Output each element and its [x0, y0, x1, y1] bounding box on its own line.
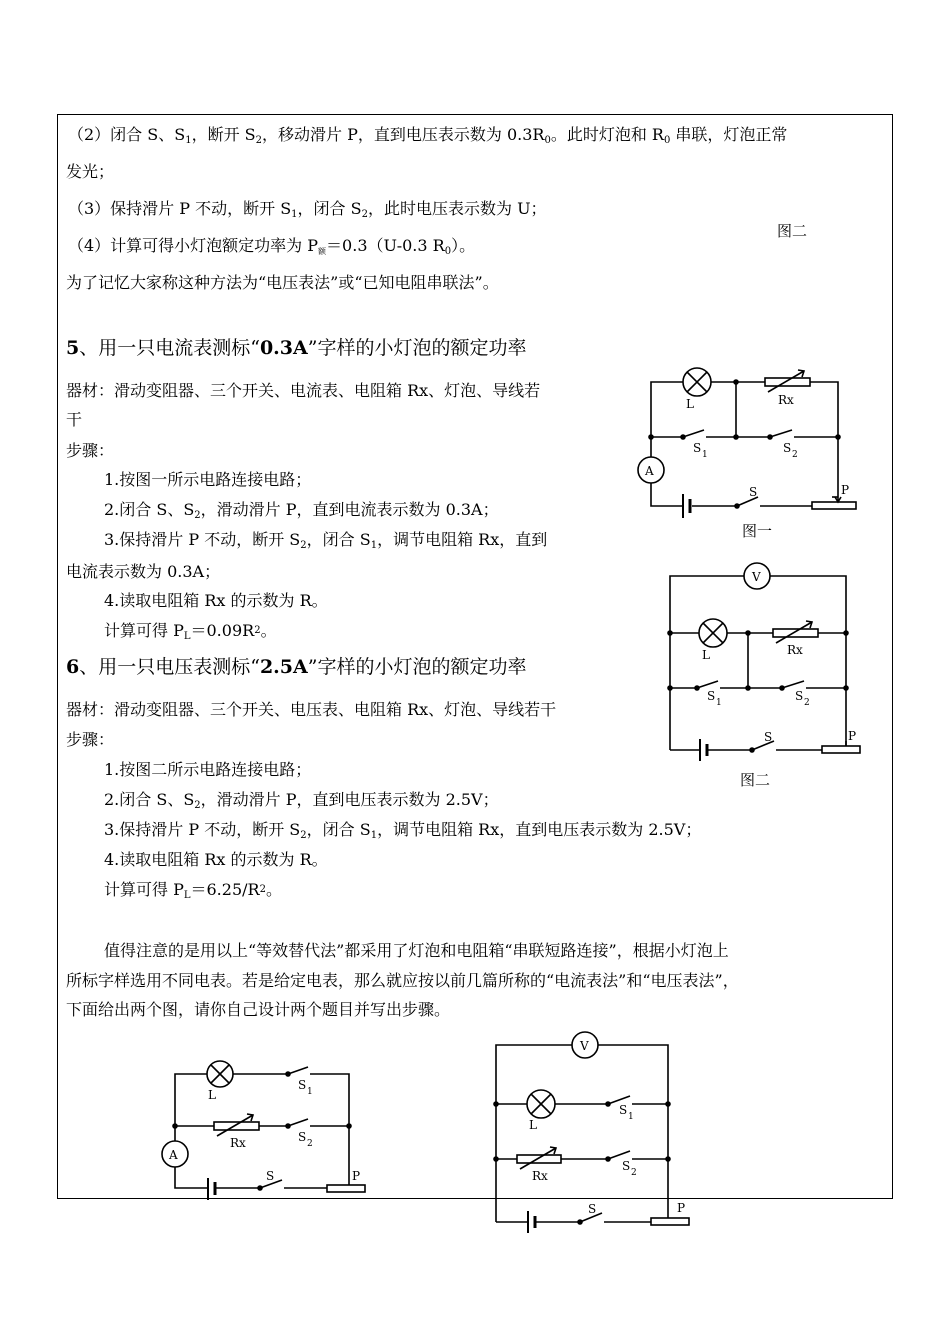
fig2-s2-label: S [795, 689, 804, 703]
fig4-rx-icon [517, 1155, 561, 1163]
intro-step2-cont: 发光； [66, 162, 115, 181]
sec6-calc: 计算可得 $P_L=6.25/R^2$。 [104, 880, 282, 901]
sec6-equip: 器材：滑动变阻器、三个开关、电压表、电阻箱 Rx、灯泡、导线若干 [66, 700, 557, 719]
sec5-equip: 器材：滑动变阻器、三个开关、电流表、电阻箱 Rx、灯泡、导线若 [66, 381, 541, 400]
sec5-step4: 4.读取电阻箱 Rx 的示数为 R。 [104, 591, 328, 610]
fig2-caption: 图二 [740, 771, 771, 789]
fig1-ammeter-label: A [645, 464, 654, 478]
fig3-rx-icon [214, 1122, 259, 1130]
fig1-s1-sub: 1 [702, 450, 708, 460]
fig3-s1-sub: 1 [307, 1087, 313, 1097]
fig4-circuit [496, 1045, 668, 1222]
fig3-slider-icon [327, 1185, 365, 1192]
sec5-title: 5、用一只电流表测标“0.3A”字样的小灯泡的额定功率 [66, 337, 527, 359]
sec5-equip-cont: 干 [66, 410, 83, 429]
note-line2: 所标字样选用不同电表。若是给定电表，那么就应按以前几篇所称的“电流表法”和“电压表法”， [66, 971, 739, 990]
fig2-rx-icon [773, 629, 818, 637]
sec6-step1: 1.按图二所示电路连接电路； [104, 760, 312, 779]
fig1-caption: 图一 [742, 522, 773, 540]
fig2-lamp-label: L [702, 648, 710, 662]
intro-step3: （3）保持滑片 P 不动，断开 $S_1$，闭合 $S_2$，此时电压表示数为 U； [68, 199, 547, 220]
fig4-p-label: P [677, 1201, 686, 1215]
fig4-s1-label: S [619, 1103, 628, 1117]
sec6-steps-label: 步骤： [66, 730, 115, 749]
fig1-s2-sub: 2 [792, 450, 798, 460]
fig4-s1-sub: 1 [628, 1112, 634, 1122]
sec5-steps-label: 步骤： [66, 441, 115, 460]
fig4-rx-label: Rx [532, 1169, 548, 1183]
sec6-step2: 2.闭合 S、$S_2$，滑动滑片 P，直到电压表示数为 2.5V； [104, 790, 499, 811]
sec6-step4: 4.读取电阻箱 Rx 的示数为 R。 [104, 850, 328, 869]
sec6-step3: 3.保持滑片 P 不动，断开 $S_2$，闭合 $S_1$，调节电阻箱 Rx，直到电压表示数为 2.5V； [104, 820, 702, 841]
fig1-rx-label: Rx [778, 393, 794, 407]
note-line1: 值得注意的是用以上“等效替代法”都采用了灯泡和电阻箱“串联短路连接”，根据小灯泡上 [104, 941, 729, 960]
sec5-step3-cont: 电流表示数为 0.3A； [66, 562, 221, 581]
fig1-s-label: S [749, 485, 758, 499]
fig3-s1-label: S [298, 1078, 307, 1092]
fig2-rx-label: Rx [787, 643, 803, 657]
sec5-step3: 3.保持滑片 P 不动，断开 $S_2$，闭合 $S_1$，调节电阻箱 Rx，直到 [104, 530, 548, 551]
fig4-s2-sub: 2 [631, 1168, 637, 1178]
fig2-p-label: P [848, 729, 857, 743]
fig3-p-label: P [352, 1169, 361, 1183]
intro-step2: （2）闭合 S、$S_1$，断开 $S_2$，移动滑片 P，直到电压表示数为 $0.3R_0$。此时灯泡和 $R_0$ 串联，灯泡正常 [68, 125, 788, 146]
intro-step4: （4）计算可得小灯泡额定功率为 $P_额=0.3(U-0.3$ $R_0$）。 [68, 236, 476, 257]
fig2-s1-sub: 1 [716, 698, 722, 708]
fig4-slider-icon [651, 1218, 689, 1225]
intro-summary: 为了记忆大家称这种方法为“电压表法”或“已知电阻串联法”。 [66, 273, 499, 292]
fig3-s-label: S [266, 1169, 275, 1183]
fig3-ammeter-label: A [169, 1148, 178, 1162]
fig4-s2-label: S [622, 1159, 631, 1173]
fig1-s1-label: S [693, 441, 702, 455]
fig4-s-label: S [588, 1202, 597, 1216]
fig3-s2-label: S [298, 1130, 307, 1144]
sec6-title: 6、用一只电压表测标“2.5A”字样的小灯泡的额定功率 [66, 656, 527, 678]
fig3-lamp-label: L [208, 1088, 216, 1102]
fig2-voltmeter-label: V [752, 570, 761, 584]
fig1-lamp-label: L [686, 397, 694, 411]
fig2-s2-sub: 2 [804, 698, 810, 708]
note-line3: 下面给出两个图，请你自己设计两个题目并写出步骤。 [66, 1000, 451, 1019]
fig3-rx-label: Rx [230, 1136, 246, 1150]
fig3-s2-sub: 2 [307, 1139, 313, 1149]
fig2-slider-icon [822, 746, 860, 753]
fig4-voltmeter-label: V [580, 1039, 589, 1053]
fig2-s1-label: S [707, 689, 716, 703]
sec5-calc: 计算可得 $P_L=0.09R^2$。 [104, 621, 277, 642]
fig1-rx-icon [765, 378, 810, 386]
sec5-step2: 2.闭合 S、$S_2$，滑动滑片 P，直到电流表示数为 0.3A； [104, 500, 499, 521]
fig1-s2-label: S [783, 441, 792, 455]
fig3-circuit [175, 1067, 349, 1188]
sec5-step1: 1.按图一所示电路连接电路； [104, 470, 312, 489]
fig2-s-label: S [764, 730, 773, 744]
intro-fig-label: 图二 [777, 222, 808, 240]
fig1-slider-icon [812, 502, 856, 509]
fig4-lamp-label: L [529, 1118, 537, 1132]
fig1-p-label: P [841, 483, 850, 497]
fig1-circuit [651, 382, 838, 506]
fig2-circuit [670, 576, 846, 750]
